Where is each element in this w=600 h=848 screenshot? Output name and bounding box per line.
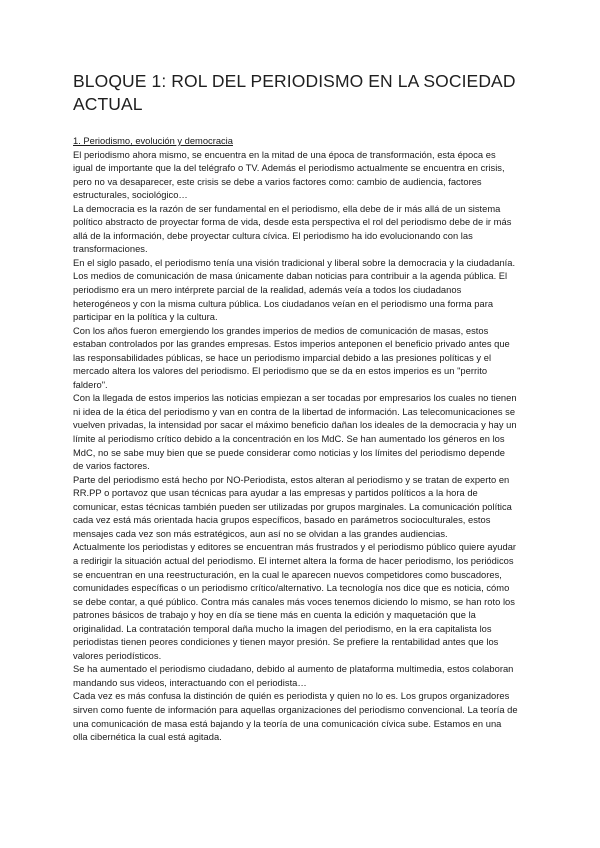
paragraph-9: Cada vez es más confusa la distinción de quién es periodista y quien no lo es. Los grupos organizadores sirven como fuente de información para aquellas organizaciones del periodismo convencional. La teoría de una comunicación de masa está bajando y la teoría de una comunicación cívica sube. Estamos en una olla cibernética la cual está agitada.	[73, 691, 518, 743]
paragraph-7: Actualmente los periodistas y editores se encuentran más frustrados y el periodismo público quiere ayudar a redirigir la situación actual del periodismo. El internet altera la forma de hacer periodismo, los periódicos se encuentran en una reestructuración, en la cual le aparecen nuevos competidores como buscadores, comunidades específicas o un periodismo crítico/alternativo. La tecnología nos dice que es noticia, cómo se debe contar, a qué público. Contra más canales más voces tenemos diciendo lo mismo, se han roto los patrones básicos de trabajo y hoy en día se tiene más en cuenta la edición y maquetación que la originalidad. La contratación temporal daña mucho la imagen del periodismo, en la era capitalista los periodistas tienen peores condiciones y tienen mayor presión. Se prefiere la rentabilidad antes que los valores periodísticos.	[73, 542, 517, 661]
document-title: BLOQUE 1: ROL DEL PERIODISMO EN LA SOCIEDAD ACTUAL	[73, 71, 516, 114]
paragraph-2: La democracia es la razón de ser fundamental en el periodismo, ella debe de ir más allá de un sistema político abstracto de proyectar forma de vida, desde esta perspectiva el rol del periodismo debe de ir más allá de la información, debe proyectar cultura cívica. El periodismo ha ido evolucionando con las transformaciones.	[73, 203, 512, 255]
paragraph-8: Se ha aumentado el periodismo ciudadano, debido al aumento de plataforma multimedia, estos colaboran mandando sus videos, interactuando con el periodista…	[73, 664, 514, 688]
paragraph-4: Con los años fueron emergiendo los grandes imperios de medios de comunicación de masas, estos estaban controlados por las grandes empresas. Estos imperios anteponen el beneficio privado antes que las responsabilidades públicas, se hace un periodismo imparcial debido a las presiones políticas y el mercado altera los valores del periodismo. El periodismo que se da en estos imperios es un "perrito faldero".	[73, 325, 510, 390]
paragraph-3: En el siglo pasado, el periodismo tenía una visión tradicional y liberal sobre la democracia y la ciudadanía. Los medios de comunicación de masa únicamente daban noticias para contribuir a la agenda pública. El periodismo era un mero intérprete parcial de la realidad, además veía a todos los ciudadanos heterogéneos y con la misma cultura pública. Los ciudadanos veían en el periodismo una forma para participar en la política y la cultura.	[73, 257, 516, 323]
paragraph-5: Con la llegada de estos imperios las noticias empiezan a ser tocadas por empresarios los cuales no tienen ni idea de la ética del periodismo y van en contra de la libertad de información. Las telecomunicaciones se vuelven privadas, la intensidad por sacar el máximo beneficio dañan los ideales de la democracia y hay un límite al periodismo crítico debido a la concentración en los MdC. Se han aumentado los géneros en los MdC, no se sabe muy bien que se puede considerar como noticias y los límites del periodismo depende de varios factores.	[73, 393, 517, 472]
paragraph-1: El periodismo ahora mismo, se encuentra en la mitad de una época de transformación, esta época es igual de importante que la del telégrafo o TV. Además el periodismo actualmente se encuentra en crisis, pero no va desaparecer, este crisis se debe a varios factores como: cambio de audiencia, factores estructurales, sociológico…	[73, 149, 505, 201]
paragraph-6: Parte del periodismo está hecho por NO-Periodista, estos alteran al periodismo y se tratan de experto en RR.PP o portavoz que usan técnicas para ayudar a las empresas y partidos políticos a la hora de comunicar, estas técnicas también pueden ser utilizadas por grupos marginales. La comunicación política cada vez está más orientada hacia grupos específicos, basado en parámetros socioculturales, estos mensajes cada vez son más estratégicos, aun así no se olvidan a las grandes audiencias.	[73, 474, 512, 539]
body-text	[73, 149, 518, 745]
section-heading: 1. Periodismo, evolución y democracia	[73, 136, 233, 146]
